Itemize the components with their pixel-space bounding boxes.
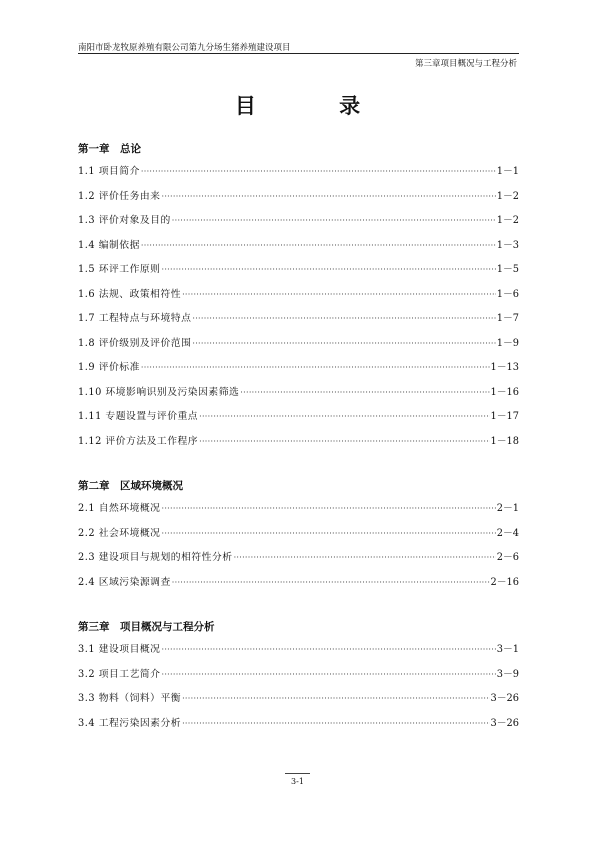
toc-entry[interactable] [78, 430, 519, 455]
toc-entry[interactable] [78, 160, 519, 185]
toc-entry[interactable] [78, 405, 519, 430]
toc-entry-label: 3.1 建设项目概况 [78, 644, 161, 655]
toc-entry-label: 3.4 工程污染因素分析 [78, 717, 182, 729]
toc-entry[interactable] [78, 283, 519, 308]
toc-entry-page: 2－6 [496, 552, 519, 563]
toc-entry-page: 3－26 [490, 717, 519, 729]
toc-entry-label: 1.3 评价对象及目的 [78, 215, 171, 226]
toc-entry-page: 3－1 [496, 644, 519, 655]
toc-entry-label: 2.2 社会环境概况 [78, 527, 161, 539]
toc-entry-label: 2.3 建设项目与规划的相符性分析 [78, 552, 233, 563]
dot-leader [182, 687, 489, 712]
chapter-heading: 第二章 区域环境概况 [78, 480, 183, 492]
table-of-contents [78, 138, 519, 736]
toc-entry[interactable] [78, 571, 519, 596]
toc-entry-page: 1－3 [496, 239, 519, 251]
toc-entry-label: 3.3 物料（饲料）平衡 [78, 693, 182, 704]
dot-leader [161, 185, 495, 210]
toc-entry[interactable] [78, 185, 519, 210]
dot-leader [141, 356, 490, 381]
toc-entry-page: 1－16 [490, 386, 519, 398]
toc-entry-label: 1.7 工程特点与环境特点 [78, 313, 192, 324]
dot-leader [161, 663, 495, 688]
toc-entry-page: 2－4 [496, 527, 519, 539]
toc-entry-label: 1.8 评价级别及评价范围 [78, 337, 192, 349]
toc-entry[interactable] [78, 497, 519, 522]
dot-leader [141, 160, 496, 185]
chapter-heading: 第一章 总论 [78, 143, 141, 155]
toc-entry[interactable] [78, 522, 519, 547]
dot-leader [161, 258, 495, 283]
toc-entry[interactable] [78, 687, 519, 712]
dot-leader [182, 283, 496, 308]
toc-entry[interactable] [78, 546, 519, 571]
chapter-heading: 第三章 项目概况与工程分析 [78, 621, 215, 633]
toc-entry-label: 1.10 环境影响识别及污染因素筛选 [78, 386, 240, 398]
toc-entry-label: 2.1 自然环境概况 [78, 503, 161, 514]
toc-entry[interactable] [78, 258, 519, 283]
toc-entry[interactable] [78, 381, 519, 406]
toc-entry[interactable] [78, 356, 519, 381]
toc-entry-page: 1－9 [496, 337, 519, 349]
toc-entry-page: 1－7 [496, 313, 519, 324]
dot-leader [240, 381, 489, 406]
toc-entry[interactable] [78, 712, 519, 737]
toc-entry-label: 1.2 评价任务由来 [78, 190, 161, 202]
toc-entry-label: 1.12 评价方法及工作程序 [78, 435, 199, 447]
chapter-gap [78, 454, 519, 475]
dot-leader [192, 307, 495, 332]
toc-entry-label: 1.5 环评工作原则 [78, 264, 161, 275]
toc-entry[interactable] [78, 234, 519, 259]
dot-leader [192, 332, 495, 357]
toc-entry-label: 1.1 项目简介 [78, 166, 140, 177]
toc-entry-page: 1－5 [496, 264, 519, 275]
toc-entry-label: 1.4 编制依据 [78, 239, 140, 251]
page-number: 3-1 [291, 777, 304, 786]
toc-entry[interactable] [78, 332, 519, 357]
toc-entry-page: 1－17 [490, 411, 519, 422]
dot-leader [199, 430, 489, 455]
toc-entry-label: 2.4 区域污染源调查 [78, 576, 171, 588]
footer-rule [285, 773, 310, 774]
dot-leader [161, 638, 495, 663]
toc-entry-page: 3－9 [496, 668, 519, 680]
toc-entry-label: 1.9 评价标准 [78, 362, 140, 373]
toc-entry-page: 1－2 [496, 215, 519, 226]
toc-entry[interactable] [78, 663, 519, 688]
running-header-project: 南阳市卧龙牧原养殖有限公司第九分场生猪养殖建设项目 [78, 43, 291, 53]
dot-leader [141, 234, 496, 259]
toc-entry-label: 1.11 专题设置与评价重点 [78, 411, 199, 422]
dot-leader [161, 497, 495, 522]
toc-entry-label: 1.6 法规、政策相符性 [78, 288, 182, 300]
toc-entry-page: 1－1 [496, 166, 519, 177]
toc-entry[interactable] [78, 307, 519, 332]
toc-title: 目 录 [234, 93, 399, 118]
header-rule [78, 53, 519, 54]
dot-leader [161, 522, 495, 547]
toc-entry-page: 1－18 [490, 435, 519, 447]
toc-entry-label: 3.2 项目工艺简介 [78, 668, 161, 680]
dot-leader [172, 571, 490, 596]
dot-leader [199, 405, 489, 430]
toc-entry-page: 3－26 [490, 693, 519, 704]
chapter-gap [78, 595, 519, 616]
toc-entry[interactable] [78, 638, 519, 663]
toc-entry-page: 2－16 [490, 576, 519, 588]
dot-leader [172, 209, 496, 234]
toc-entry-page: 1－13 [490, 362, 519, 373]
running-header-chapter: 第三章项目概况与工程分析 [414, 59, 517, 69]
toc-entry-page: 1－2 [496, 190, 519, 202]
dot-leader [234, 546, 496, 571]
toc-entry[interactable] [78, 209, 519, 234]
toc-entry-page: 1－6 [496, 288, 519, 300]
toc-entry-page: 2－1 [496, 503, 519, 514]
dot-leader [182, 712, 489, 737]
